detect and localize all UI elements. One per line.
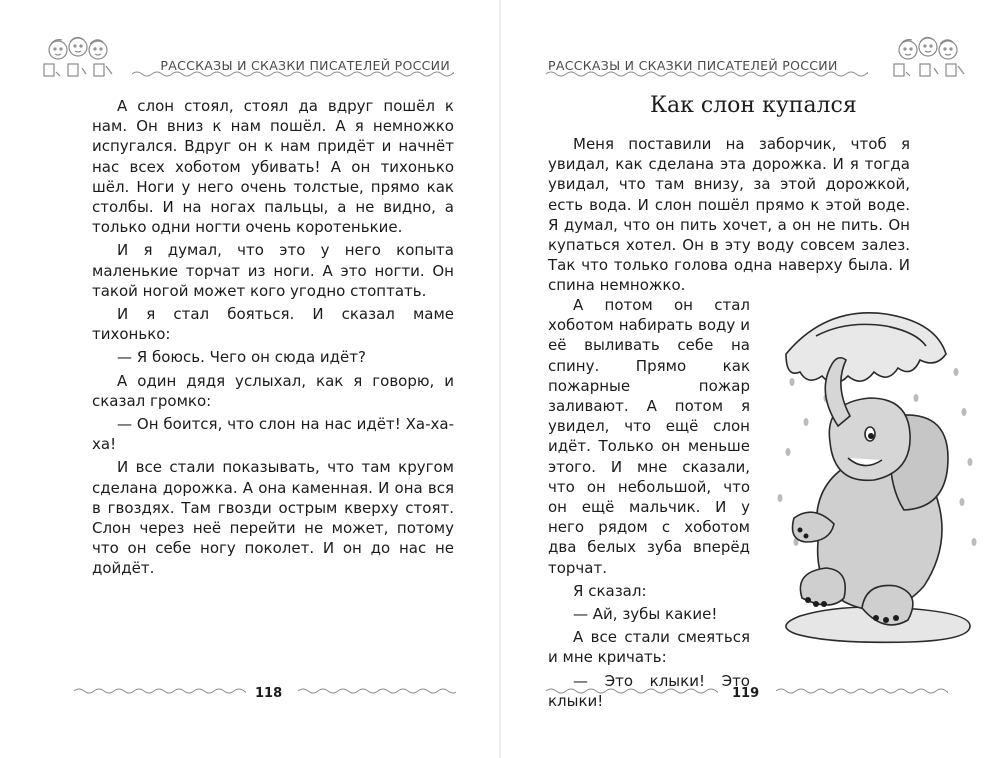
paragraph: Я сказал:: [573, 581, 647, 600]
paragraph: И я думал, что это у него копыта маленькие торчат из ноги. А это ногти. Он такой ногой может кого угодно стоптать.: [92, 241, 454, 300]
right-page-text-top: [548, 134, 910, 299]
paragraph: Меня поставили на заборчик, чтоб я увидал, как сделана эта дорожка. И я тогда увидал, что там внизу, за этой дорожкой, есть вода. И слон пошёл прямо к этой воде. Я думал, что он пить хочет, а он не пить. Он купаться хотел. Он в эту воду совсем залез. Так что только голова одна наверху была. И спина немножко.: [548, 135, 910, 295]
running-head: РАССКАЗЫ И СКАЗКИ ПИСАТЕЛЕЙ РОССИИ: [160, 58, 450, 73]
footer-ornament-left: [546, 687, 718, 695]
footer-ornament-right: [776, 687, 948, 695]
footer-ornament-right: [298, 687, 456, 695]
footer-ornament-left: [74, 687, 246, 695]
running-head: РАССКАЗЫ И СКАЗКИ ПИСАТЕЛЕЙ РОССИИ: [548, 58, 838, 73]
paragraph: А слон стоял, стоял да вдруг пошёл к нам. Он вниз к нам пошёл. А я немножко испугался. Вдруг он к нам придёт и начнёт нас всех хоботом убивать! А он тихонько шёл. Ноги у него очень толстые, прямо как столбы. И на ногах пальцы, а не видно, а только одни ногти очень коротенькие.: [92, 97, 454, 237]
paragraph: А потом он стал хоботом набирать воду и её выливать себе на спину. Прямо как пожарные пожар заливают. А потом я увидел, что ещё слон идёт. Только он меньше этого. И мне сказали, что он небольшой, что он ещё мальчик. И у него рядом с хоботом два белых зуба вперёд торчат.: [548, 296, 750, 577]
paragraph: — Он боится, что слон на нас идёт! Ха-ха-ха!: [92, 415, 454, 454]
children-logo-icon: [38, 34, 124, 80]
page-number: 118: [255, 686, 283, 701]
paragraph: — Я боюсь. Чего он сюда идёт?: [117, 348, 366, 367]
paragraph: — Это клыки! Это клыки!: [548, 671, 750, 710]
right-page-text-side: [548, 295, 750, 714]
header-ornament-line: [546, 70, 868, 78]
left-page-text: [92, 96, 454, 582]
paragraph: А один дядя услыхал, как я говорю, и сказал громко:: [92, 371, 454, 410]
elephant-bathing-illustration: [766, 302, 988, 664]
children-logo-icon: [884, 34, 970, 80]
paragraph: — Ай, зубы какие!: [573, 605, 718, 624]
story-title: Как слон купался: [650, 93, 857, 118]
paragraph: А все стали смеяться и мне кричать:: [548, 628, 750, 667]
header-ornament-line: [132, 70, 454, 78]
paragraph: И я стал бояться. И сказал маме тихонько:: [92, 305, 454, 344]
right-page: [500, 0, 1000, 758]
page-number: 119: [732, 686, 760, 701]
paragraph: И все стали показывать, что там кругом сделана дорожка. А она каменная. И она вся в гвоздях. Там гвозди острым кверху стоят. Слон через неё перейти не может, потому что он себе ногу поколет. И он до нас не дойдёт.: [92, 458, 454, 578]
